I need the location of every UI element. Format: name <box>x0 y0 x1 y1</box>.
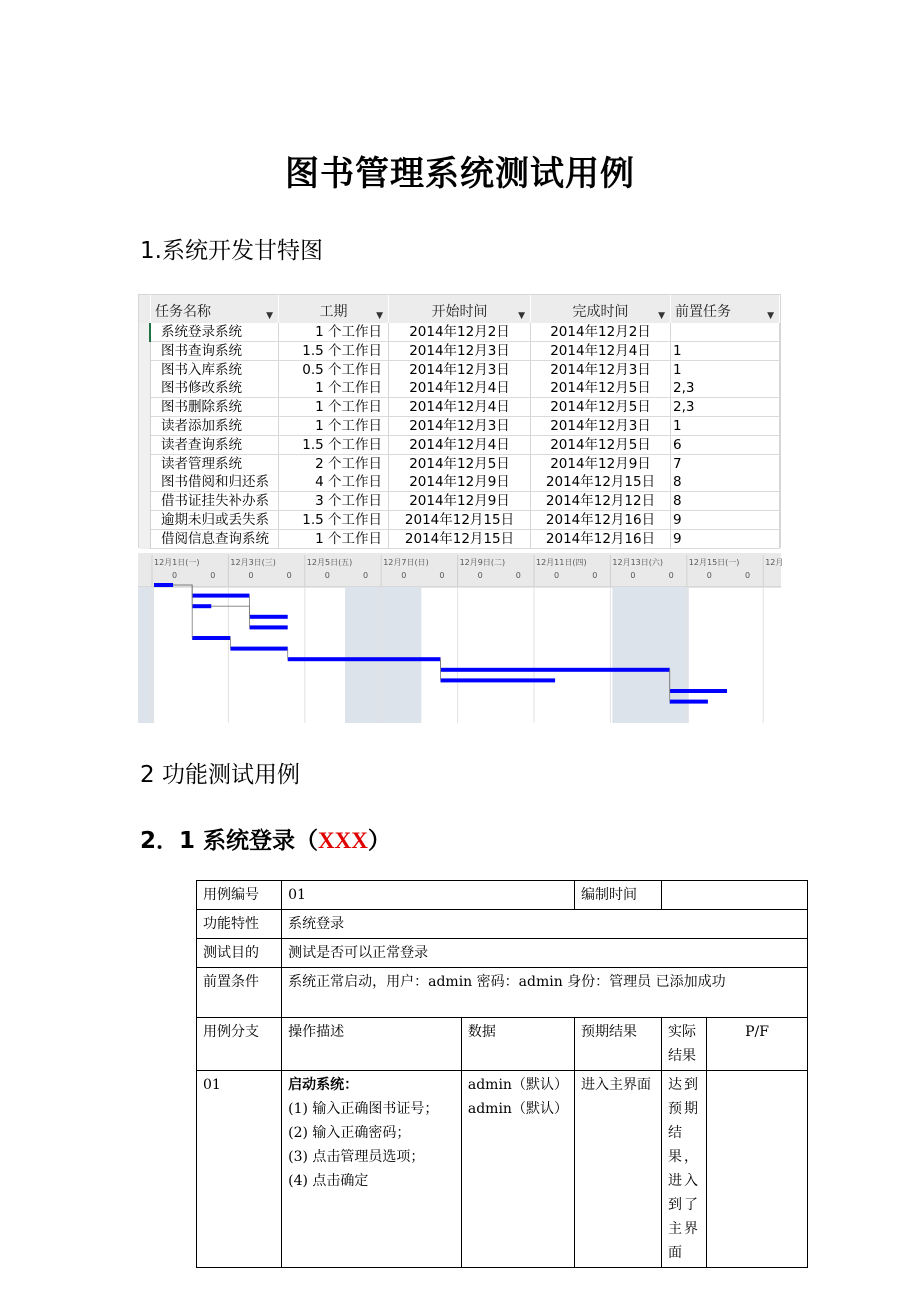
tc-actual: 达到预期结果，进入到了主界面 <box>662 1071 707 1268</box>
gantt-cell-end[interactable]: 2014年12月16日 <box>531 511 671 529</box>
row-marker[interactable] <box>139 361 151 380</box>
tc-row-case <box>197 1071 808 1268</box>
timescale-subtick: 0 <box>324 571 330 580</box>
row-marker[interactable] <box>139 398 151 417</box>
gantt-cell-name[interactable]: 借书证挂失补办系 <box>151 492 279 510</box>
tc-id-value: 01 <box>282 881 575 910</box>
gantt-bar <box>192 604 211 608</box>
gantt-bar <box>670 689 727 693</box>
heading-code: XXX <box>318 828 368 853</box>
tc-header-data: 数据 <box>461 1018 574 1071</box>
row-marker[interactable] <box>139 455 151 474</box>
tc-header-steps: 操作描述 <box>282 1018 462 1071</box>
timescale-label: 12月15日(一) <box>688 558 740 567</box>
gantt-cell-end[interactable]: 2014年12月9日 <box>531 455 671 473</box>
gantt-cell-duration[interactable]: 1.5 个工作日 <box>279 342 389 360</box>
gantt-cell-end[interactable]: 2014年12月2日 <box>531 323 671 341</box>
gantt-task-row[interactable] <box>139 379 780 398</box>
gantt-cell-duration[interactable]: 1 个工作日 <box>279 323 389 341</box>
gantt-cell-end[interactable]: 2014年12月5日 <box>531 398 671 416</box>
gantt-task-table <box>138 294 781 548</box>
gantt-cell-start[interactable]: 2014年12月9日 <box>389 492 531 510</box>
timescale-subtick: 0 <box>592 571 598 580</box>
gantt-cell-pred[interactable]: 9 <box>671 530 780 548</box>
gantt-cell-start[interactable]: 2014年12月4日 <box>389 379 531 397</box>
header-label: 工期 <box>319 304 348 320</box>
timescale-subtick: 0 <box>630 571 636 580</box>
gantt-bar <box>288 657 441 661</box>
gantt-cell-duration[interactable]: 0.5 个工作日 <box>279 361 389 379</box>
tc-row-feature <box>197 910 808 939</box>
header-label: 开始时间 <box>431 304 488 320</box>
tc-header-expected: 预期结果 <box>574 1018 661 1071</box>
tc-step: (3) 点击管理员选项； <box>288 1149 425 1165</box>
gantt-cell-name[interactable]: 系统登录系统 <box>151 323 279 341</box>
gantt-cell-duration[interactable]: 1 个工作日 <box>279 417 389 435</box>
tc-time-value <box>662 881 808 910</box>
timescale-subtick: 0 <box>363 571 369 580</box>
dropdown-arrow-icon[interactable]: ▼ <box>518 311 525 321</box>
row-marker[interactable] <box>139 342 151 361</box>
timescale-subtick: 0 <box>172 571 178 580</box>
gantt-cell-duration[interactable]: 1 个工作日 <box>279 379 389 397</box>
row-marker[interactable] <box>139 473 151 492</box>
gantt-cell-name[interactable]: 读者添加系统 <box>151 417 279 435</box>
timescale-label: 12月7日(日) <box>383 558 429 567</box>
gantt-cell-start[interactable]: 2014年12月2日 <box>389 323 531 341</box>
gantt-cell-start[interactable]: 2014年12月3日 <box>389 342 531 360</box>
gantt-task-row[interactable] <box>139 530 780 549</box>
tc-header-branch: 用例分支 <box>197 1018 282 1071</box>
corner-cell <box>139 295 151 323</box>
gantt-cell-name[interactable]: 逾期未归或丢失系 <box>151 511 279 529</box>
header-duration[interactable] <box>279 295 389 323</box>
tc-id-label: 用例编号 <box>197 881 282 910</box>
gantt-cell-pred[interactable]: 7 <box>671 455 780 473</box>
tc-step: (4) 点击确定 <box>288 1173 369 1189</box>
timescale-subtick: 0 <box>706 571 712 580</box>
tc-purpose-value: 测试是否可以正常登录 <box>282 939 808 968</box>
tc-branch: 01 <box>197 1071 282 1268</box>
timescale-label: 12月3日(三) <box>230 558 276 567</box>
gantt-cell-duration[interactable]: 2 个工作日 <box>279 455 389 473</box>
gantt-cell-duration[interactable]: 1.5 个工作日 <box>279 511 389 529</box>
gantt-task-row[interactable] <box>139 455 780 474</box>
gantt-cell-name[interactable]: 图书查询系统 <box>151 342 279 360</box>
heading-suffix: ） <box>367 828 391 854</box>
gantt-task-row[interactable] <box>139 436 780 455</box>
gantt-task-row[interactable] <box>139 511 780 530</box>
header-start[interactable] <box>389 295 531 323</box>
timescale-subtick: 0 <box>554 571 560 580</box>
gantt-cell-start[interactable]: 2014年12月4日 <box>389 398 531 416</box>
gantt-bar <box>192 594 249 598</box>
timescale-subtick: 0 <box>401 571 407 580</box>
gantt-cell-end[interactable]: 2014年12月3日 <box>531 361 671 379</box>
gantt-cell-pred[interactable] <box>671 323 780 341</box>
timescale-subtick: 0 <box>439 571 445 580</box>
gantt-cell-start[interactable]: 2014年12月5日 <box>389 455 531 473</box>
page-title: 图书管理系统测试用例 <box>285 154 635 194</box>
gantt-task-row[interactable] <box>139 342 780 361</box>
gantt-cell-name[interactable]: 图书入库系统 <box>151 361 279 379</box>
gantt-cell-start[interactable]: 2014年12月3日 <box>389 361 531 379</box>
header-predecessor[interactable] <box>671 295 780 323</box>
gantt-cell-end[interactable]: 2014年12月16日 <box>531 530 671 548</box>
gantt-cell-name[interactable]: 读者管理系统 <box>151 455 279 473</box>
gantt-cell-start[interactable]: 2014年12月3日 <box>389 417 531 435</box>
tc-data-item: admin（默认） <box>467 1101 568 1117</box>
row-marker[interactable] <box>139 511 151 530</box>
gantt-task-row[interactable] <box>139 361 780 380</box>
gantt-cell-duration[interactable]: 1 个工作日 <box>279 398 389 416</box>
gantt-task-row[interactable] <box>139 417 780 436</box>
timescale-subtick: 0 <box>477 571 483 580</box>
gantt-cell-name[interactable]: 图书删除系统 <box>151 398 279 416</box>
timescale-label: 12月 <box>765 558 784 567</box>
dependency-link <box>211 606 249 627</box>
gantt-cell-end[interactable]: 2014年12月5日 <box>531 436 671 454</box>
tc-steps <box>282 1071 462 1268</box>
test-case-table <box>196 880 808 1268</box>
header-label: 前置任务 <box>675 304 731 320</box>
gantt-bar <box>230 647 287 651</box>
gantt-cell-end[interactable]: 2014年12月15日 <box>531 473 671 491</box>
gantt-cell-end[interactable]: 2014年12月12日 <box>531 492 671 510</box>
timescale-label: 12月5日(五) <box>306 558 353 567</box>
tc-feature-label: 功能特性 <box>197 910 282 939</box>
dropdown-arrow-icon[interactable]: ▼ <box>266 311 273 321</box>
timescale-label: 12月13日(六) <box>612 558 664 567</box>
gantt-cell-end[interactable]: 2014年12月5日 <box>531 379 671 397</box>
gantt-cell-duration[interactable]: 1.5 个工作日 <box>279 436 389 454</box>
header-task-name[interactable] <box>151 295 279 323</box>
timescale-subtick: 0 <box>515 571 521 580</box>
gantt-cell-pred[interactable]: 9 <box>671 511 780 529</box>
tc-data <box>461 1071 574 1268</box>
tc-step: (2) 输入正确密码； <box>288 1125 411 1141</box>
tc-step: (1) 输入正确图书证号； <box>288 1101 439 1117</box>
tc-pre-value: 系统正常启动，用户：admin 密码：admin 身份：管理员 已添加成功 <box>282 968 808 1018</box>
tc-row-precondition <box>197 968 808 1018</box>
tc-purpose-label: 测试目的 <box>197 939 282 968</box>
gantt-cell-duration[interactable]: 4 个工作日 <box>279 473 389 491</box>
nonworking-shade <box>345 587 421 723</box>
dropdown-arrow-icon[interactable]: ▼ <box>767 311 774 321</box>
tc-feature-value: 系统登录 <box>282 910 808 939</box>
gantt-cell-pred[interactable]: 6 <box>671 436 780 454</box>
tc-steps-title: 启动系统： <box>288 1077 359 1093</box>
gantt-cell-start[interactable]: 2014年12月4日 <box>389 436 531 454</box>
tc-data-item: admin（默认） <box>467 1077 568 1093</box>
timescale-subtick: 0 <box>210 571 216 580</box>
tc-header-actual: 实际结果 <box>662 1018 707 1071</box>
gantt-cell-name[interactable]: 读者查询系统 <box>151 436 279 454</box>
gantt-table-header <box>139 295 780 324</box>
gantt-cell-end[interactable]: 2014年12月3日 <box>531 417 671 435</box>
gantt-bar <box>154 583 173 587</box>
section-func-heading: 2 功能测试用例 <box>140 762 300 788</box>
dependency-link <box>173 585 192 606</box>
row-marker[interactable] <box>139 323 151 342</box>
tc-pre-label: 前置条件 <box>197 968 282 1018</box>
dropdown-arrow-icon[interactable]: ▼ <box>376 311 383 321</box>
tc-header-pf: P/F <box>707 1018 808 1071</box>
gantt-chart <box>138 553 784 723</box>
gantt-cell-pred[interactable]: 1 <box>671 342 780 360</box>
gantt-bar <box>250 615 288 619</box>
heading-prefix: 2．1 系统登录（ <box>140 828 319 854</box>
tc-row-purpose <box>197 939 808 968</box>
row-marker[interactable] <box>139 379 151 398</box>
timescale-subtick: 0 <box>248 571 254 580</box>
row-marker[interactable] <box>139 492 151 511</box>
header-label: 完成时间 <box>572 304 629 320</box>
gantt-cell-pred[interactable]: 8 <box>671 492 780 510</box>
gantt-bar <box>192 636 230 640</box>
gantt-cell-pred[interactable]: 8 <box>671 473 780 491</box>
dropdown-arrow-icon[interactable]: ▼ <box>658 311 665 321</box>
gantt-task-row[interactable] <box>139 473 780 492</box>
section-login-heading <box>140 822 391 855</box>
timescale-subtick: 0 <box>668 571 674 580</box>
header-end[interactable] <box>531 295 671 323</box>
gantt-task-row[interactable] <box>139 323 780 342</box>
gantt-cell-start[interactable]: 2014年12月15日 <box>389 530 531 548</box>
tc-pf <box>707 1071 808 1268</box>
tc-time-label: 编制时间 <box>574 881 661 910</box>
gantt-bar <box>670 700 708 704</box>
gantt-cell-duration[interactable]: 1 个工作日 <box>279 530 389 548</box>
row-marker[interactable] <box>139 417 151 436</box>
gantt-task-row[interactable] <box>139 398 780 417</box>
row-marker[interactable] <box>139 530 151 549</box>
gantt-bar <box>441 678 556 682</box>
timescale-label: 12月9日(二) <box>459 558 506 567</box>
gantt-bar <box>441 668 670 672</box>
gantt-cell-start[interactable]: 2014年12月15日 <box>389 511 531 529</box>
header-label: 任务名称 <box>155 304 211 320</box>
tc-row-id <box>197 881 808 910</box>
gantt-cell-pred[interactable]: 2,3 <box>671 398 780 416</box>
gantt-cell-duration[interactable]: 3 个工作日 <box>279 492 389 510</box>
gantt-cell-name[interactable]: 图书修改系统 <box>151 379 279 397</box>
gantt-cell-start[interactable]: 2014年12月9日 <box>389 473 531 491</box>
gantt-cell-end[interactable]: 2014年12月4日 <box>531 342 671 360</box>
gantt-cell-name[interactable]: 借阅信息查询系统 <box>151 530 279 548</box>
gantt-cell-name[interactable]: 图书借阅和归还系 <box>151 473 279 491</box>
gantt-bar <box>250 625 288 629</box>
tc-row-headers <box>197 1018 808 1071</box>
row-marker[interactable] <box>139 436 151 455</box>
timescale-subtick: 0 <box>286 571 292 580</box>
tc-expected: 进入主界面 <box>574 1071 661 1268</box>
gantt-task-row[interactable] <box>139 492 780 511</box>
timescale-label: 12月1日(一) <box>154 558 200 567</box>
section-gantt-heading: 1.系统开发甘特图 <box>140 238 323 264</box>
gantt-cell-pred[interactable]: 2,3 <box>671 379 780 397</box>
gantt-cell-pred[interactable]: 1 <box>671 361 780 379</box>
dependency-link <box>173 585 192 638</box>
gantt-cell-pred[interactable]: 1 <box>671 417 780 435</box>
timescale-label: 12月11日(四) <box>536 558 587 567</box>
timescale-subtick: 0 <box>745 571 751 580</box>
